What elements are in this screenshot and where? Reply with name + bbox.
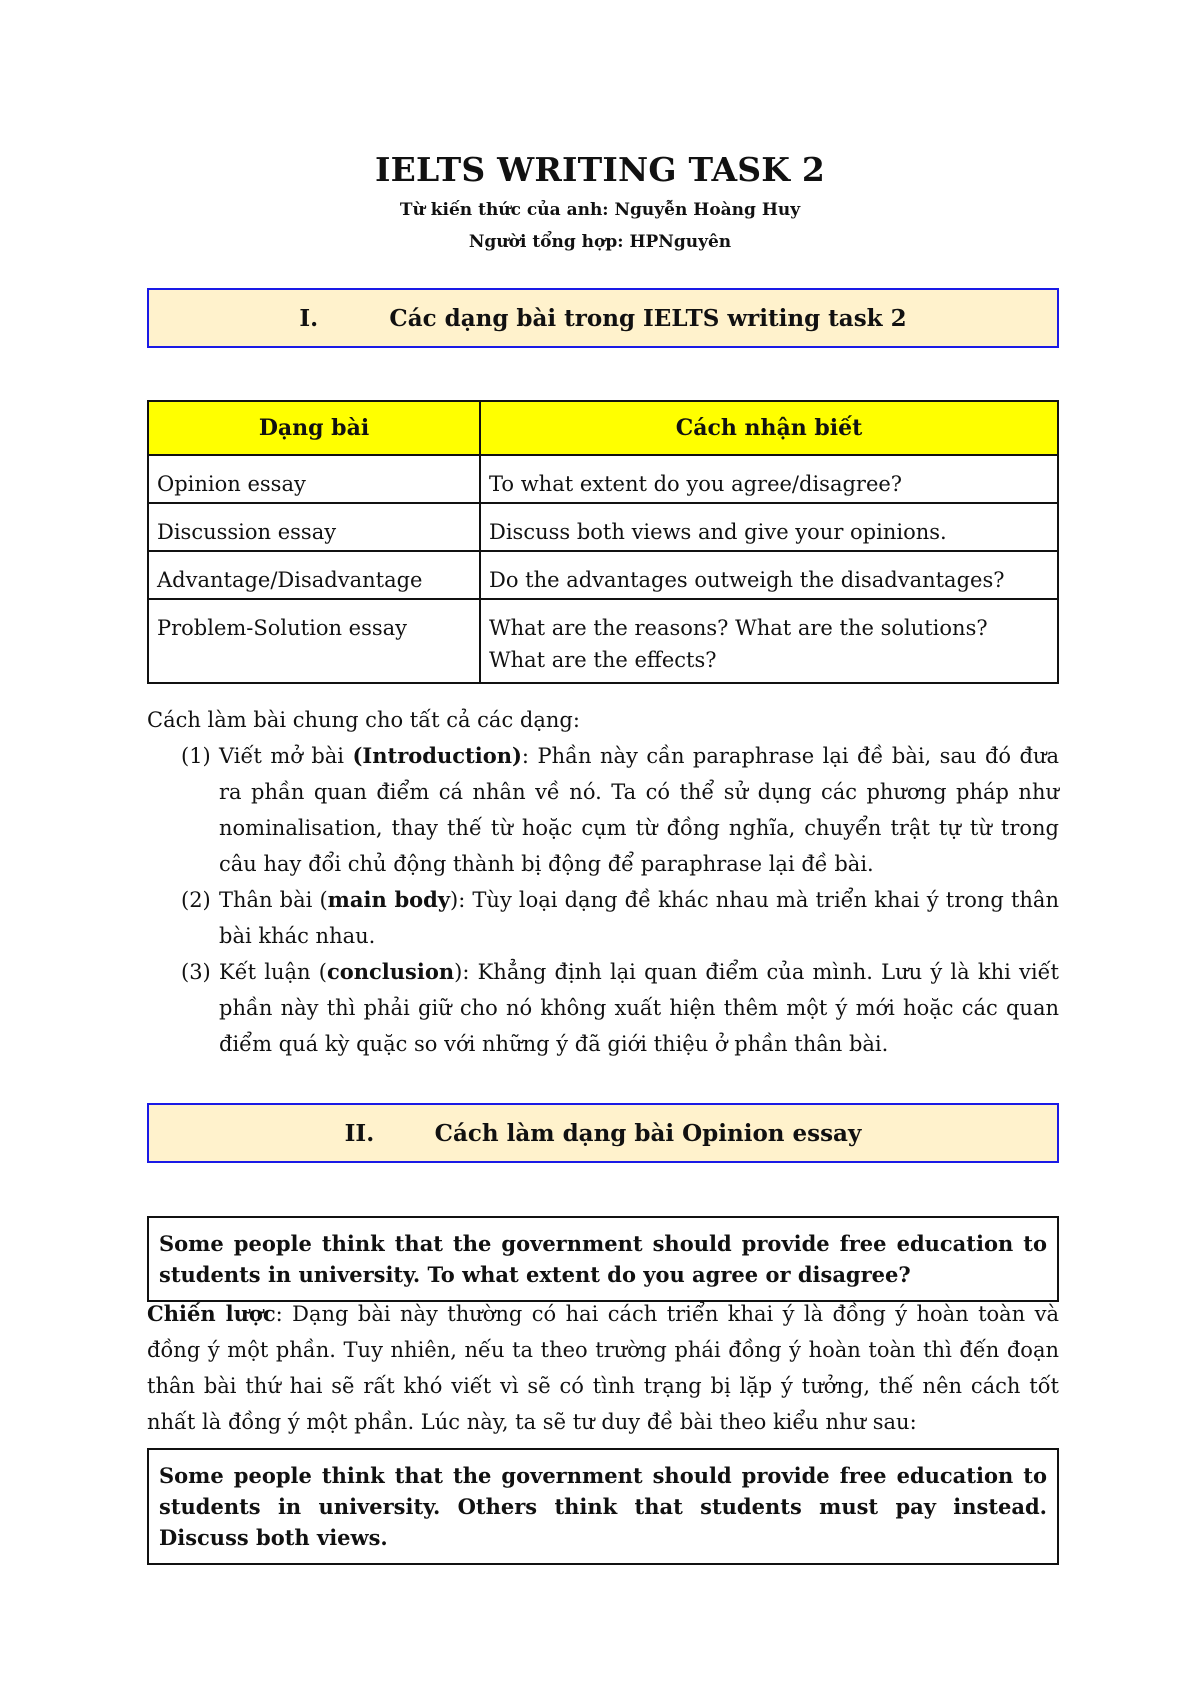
question-box-1: Some people think that the government should provide free education to students in university. To what extent do you agree or disagree? bbox=[147, 1216, 1059, 1302]
strategy-text: : Dạng bài này thường có hai cách triển khai ý là đồng ý hoàn toàn và đồng ý một phần. Tuy nhiên, nếu ta theo trường phái đồng ý hoàn toàn thì đến đoạn thân bài thứ hai sẽ rất khó viết vì sẽ có tình trạng bị lặp ý tưởng, thế nên cách tốt nhất là đồng ý một phần. Lúc này, ta sẽ tư duy đề bài theo kiểu như sau: bbox=[147, 1302, 1059, 1434]
step-number: (3) bbox=[181, 960, 211, 984]
table-header-recognition: Cách nhận biết bbox=[480, 401, 1058, 455]
table-cell-recognition: To what extent do you agree/disagree? bbox=[480, 455, 1058, 503]
step-text-post: ): Khẳng định lại quan điểm của mình. Lưu ý là khi viết phần này thì phải giữ cho nó không xuất hiện thêm một ý mới hoặc các quan điểm quá kỳ quặc so với những ý đã giới thiệu ở phần thân bài. bbox=[219, 960, 1059, 1056]
compiler-line: Người tổng hợp: HPNguyên bbox=[468, 232, 732, 252]
table-header-type: Dạng bài bbox=[148, 401, 480, 455]
section-1-heading: Các dạng bài trong IELTS writing task 2 bbox=[389, 304, 907, 332]
section-2-heading: Cách làm dạng bài Opinion essay bbox=[434, 1119, 862, 1147]
section-1-heading-box bbox=[147, 288, 1059, 348]
table-cell-type: Problem-Solution essay bbox=[148, 599, 480, 683]
strategy-label: Chiến lược bbox=[147, 1301, 276, 1326]
table-header-row bbox=[148, 401, 1058, 455]
table-cell-type: Opinion essay bbox=[148, 455, 480, 503]
document-title: IELTS WRITING TASK 2 bbox=[374, 150, 826, 189]
section-2-heading-box bbox=[147, 1103, 1059, 1163]
table-row bbox=[148, 599, 1058, 683]
step-text-pre: Viết mở bài bbox=[219, 744, 353, 768]
source-line: Từ kiến thức của anh: Nguyễn Hoàng Huy bbox=[399, 200, 801, 220]
strategy-paragraph bbox=[147, 1296, 1059, 1440]
step-text-post: ): Tùy loại dạng đề khác nhau mà triển khai ý trong thân bài khác nhau. bbox=[219, 888, 1059, 948]
table-row bbox=[148, 455, 1058, 503]
general-steps-list bbox=[147, 738, 1059, 1062]
table-cell-type: Discussion essay bbox=[148, 503, 480, 551]
step-number: (1) bbox=[181, 744, 211, 768]
table-cell-recognition: What are the reasons? What are the solutions? What are the effects? bbox=[480, 599, 1058, 683]
list-item bbox=[147, 738, 1059, 882]
section-1-number: I. bbox=[299, 304, 319, 332]
essay-types-table bbox=[147, 400, 1059, 684]
step-number: (2) bbox=[181, 888, 211, 912]
table-cell-recognition: Do the advantages outweigh the disadvantages? bbox=[480, 551, 1058, 599]
step-text-pre: Thân bài ( bbox=[219, 888, 328, 912]
list-item bbox=[147, 882, 1059, 954]
table-cell-type: Advantage/Disadvantage bbox=[148, 551, 480, 599]
table-cell-recognition: Discuss both views and give your opinions. bbox=[480, 503, 1058, 551]
step-text-bold: (Introduction) bbox=[352, 743, 522, 768]
list-item bbox=[147, 954, 1059, 1062]
step-text-bold: main body bbox=[327, 887, 451, 912]
table-row bbox=[148, 551, 1058, 599]
step-text-pre: Kết luận ( bbox=[219, 960, 327, 984]
section-2-number: II. bbox=[344, 1119, 375, 1147]
question-box-2: Some people think that the government should provide free education to students in university. Others think that students must pay instead. Discuss both views. bbox=[147, 1448, 1059, 1565]
table-row bbox=[148, 503, 1058, 551]
general-intro: Cách làm bài chung cho tất cả các dạng: bbox=[147, 708, 580, 732]
step-text-bold: conclusion bbox=[326, 959, 455, 984]
step-text-post: : Phần này cần paraphrase lại đề bài, sau đó đưa ra phần quan điểm cá nhân về nó. Ta có thể sử dụng các phương pháp như nominalisation, thay thế từ hoặc cụm từ đồng nghĩa, chuyển trật tự từ trong câu hay đổi chủ động thành bị động để paraphrase lại đề bài. bbox=[219, 744, 1059, 876]
